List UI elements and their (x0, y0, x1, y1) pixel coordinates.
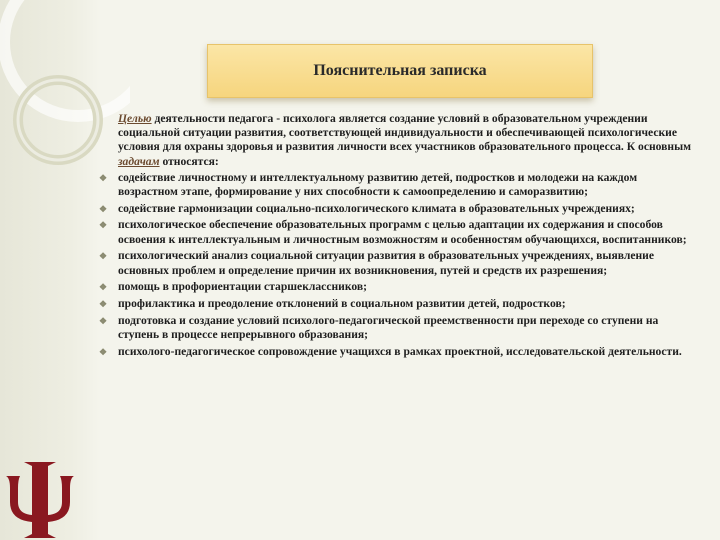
list-item-text: психологический анализ социальной ситуации развития в образовательных учреждениях, выявление основных проблем и определение причин их возникновения, путей и средств их разрешения; (118, 249, 654, 277)
intro-paragraph (98, 112, 694, 169)
list-item (98, 218, 694, 246)
bullet-icon: ❖ (99, 220, 108, 231)
bullet-icon: ❖ (99, 315, 108, 326)
bullet-icon: ❖ (99, 282, 108, 293)
page-title: Пояснительная записка (207, 44, 593, 98)
tasks-word: задачам (118, 154, 160, 168)
bullet-icon: ❖ (99, 203, 108, 214)
intro-text-part-2: относятся: (159, 154, 219, 168)
list-item (98, 297, 694, 311)
list-item-text: психологическое обеспечение образовательных программ с целью адаптации их содержания и способов освоения к интеллектуальным и личностным возможностям и особенностям обучающихся, воспитанников; (118, 218, 687, 246)
bullet-icon: ❖ (99, 298, 108, 309)
list-item-text: профилактика и преодоление отклонений в социальном развитии детей, подростков; (118, 296, 566, 310)
goal-word: Целью (118, 112, 152, 125)
list-item-text: подготовка и создание условий психолого-педагогической преемственности при переходе со ступени на ступень в процессе непрерывного образования; (118, 313, 659, 341)
list-item-text: психолого-педагогическое сопровождение учащихся в рамках проектной, исследовательской деятельности. (118, 344, 682, 358)
bullet-icon: ❖ (99, 346, 108, 357)
bullet-icon: ❖ (99, 172, 108, 183)
list-item (98, 345, 694, 359)
list-item (98, 202, 694, 216)
content-body (98, 112, 694, 361)
list-item-text: содействие гармонизации социально-психологического климата в образовательных учреждениях; (118, 201, 635, 215)
list-item (98, 314, 694, 342)
intro-text-part-1: деятельности педагога - психолога является создание условий в образовательном учреждении социальной ситуации развития, соответствующей индивидуальности и обеспечивающей психологические условия для охраны здоровья и развития личности всех участников образовательного процесса. К основным (118, 112, 692, 154)
list-item (98, 280, 694, 294)
tasks-list (98, 171, 694, 359)
list-item-text: содействие личностному и интеллектуальному развитию детей, подростков и молодежи на каждом возрастном этапе, формирование у них способности к самоопределению и саморазвитию; (118, 170, 638, 199)
list-item-text: помощь в профориентации старшеклассников; (118, 280, 367, 294)
bullet-icon: ❖ (99, 251, 108, 262)
psi-logo-icon (2, 462, 78, 540)
list-item (98, 249, 694, 277)
list-item (98, 171, 694, 199)
